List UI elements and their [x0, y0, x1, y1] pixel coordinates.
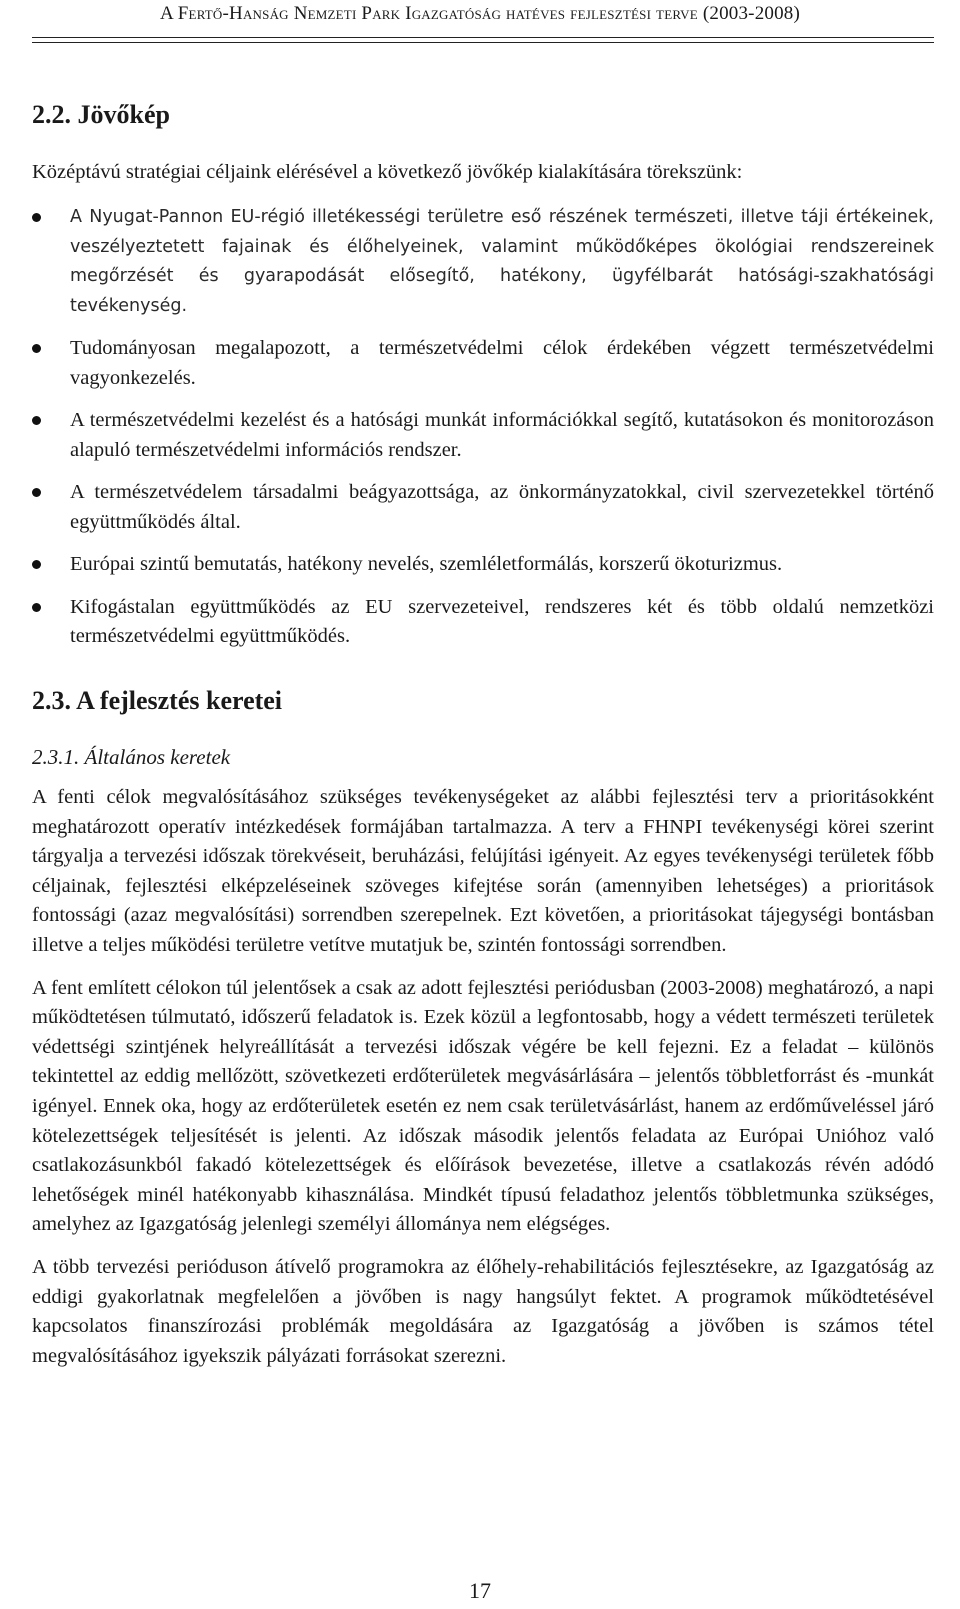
page-number: 17: [469, 1578, 491, 1603]
bullet-icon: [32, 603, 41, 612]
bullet-icon: [32, 416, 41, 425]
bullet-icon: [32, 344, 41, 353]
list-item-text: Tudományosan megalapozott, a természetvédelmi célok érdekében végzett természetvédelmi vagyonkezelés.: [70, 337, 934, 389]
paragraph: A több tervezési perióduson átívelő programokra az élőhely-rehabilitációs fejlesztésekre, az Igazgatóság az eddigi gyakorlatnak megfelelően a jövőben is nagy hangsúlyt fektet. A programok működtetésével kapcsolatos finanszírozási problémák megoldására az Igazgatóság a jövőben is számos tétel megvalósításához igyekszik pályázati forrásokat szerezni.: [32, 1255, 934, 1367]
section-heading-fejlesztes-keretei: 2.3. A fejlesztés keretei: [32, 686, 283, 715]
list-item-text: A természetvédelmi kezelést és a hatósági munkát információkkal segítő, kutatásokon és monitorozáson alapuló természetvédelmi információs rendszer.: [70, 409, 934, 461]
section-intro: Középtávú stratégiai céljaink elérésével a következő jövőkép kialakítására törekszünk:: [32, 161, 743, 183]
paragraph: A fenti célok megvalósításához szükséges tevékenységeket az alábbi fejlesztési terv a prioritásokként meghatározott operatív intézkedések formájában tartalmazza. A terv a FHNPI tevékenységi körei szerint tárgyalja a tervezési időszak törekvéseit, beruházási, felújítási igényeit. Az egyes tevékenységi területek főbb céljainak, fejlesztési elképzeléseinek szöveges kifejtése során (amennyiben lehetséges) a prioritások fontossági (azaz megvalósítási) sorrendben szerepelnek. Ezt követően, a prioritásokat tájegységi bontásban illetve a teljes működési területre vetítve mutatjuk be, szintén fontossági sorrendben.: [32, 786, 934, 956]
list-item-text: Kifogástalan együttműködés az EU szervezeteivel, rendszeres két és több oldalú nemzetközi természetvédelmi együttműködés.: [70, 595, 934, 647]
list-item: [32, 550, 934, 580]
list-item-text: Európai szintű bemutatás, hatékony nevelés, szemléletformálás, korszerű ökoturizmus.: [70, 553, 783, 575]
list-item: [32, 593, 934, 652]
list-item: [32, 478, 934, 537]
section-heading-jovokep: 2.2. Jövőkép: [32, 100, 170, 129]
bullet-icon: [32, 560, 41, 569]
subsection-heading-altalanos-keretek: 2.3.1. Általános keretek: [32, 745, 231, 769]
bullet-icon: [32, 488, 41, 497]
list-item: [32, 334, 934, 393]
list-item-text: A Nyugat-Pannon EU-régió illetékességi területre eső részének természeti, illetve táji értékeinek, veszélyeztetett fajainak és élőhelyeinek, valamint működőképes ökológiai rendszereinek megőrzését és gyarapodását elősegítő, hatékony, ügyfélbarát hatósági-szakhatósági tevékenység.: [70, 207, 934, 316]
list-item-text: A természetvédelem társadalmi beágyazottsága, az önkormányzatokkal, civil szervezetekkel történő együttműködés által.: [70, 481, 934, 533]
vision-bullet-list: [32, 203, 934, 665]
bullet-icon: [32, 213, 41, 222]
header-rule: [32, 37, 934, 43]
running-header: A Fertő-Hanság Nemzeti Park Igazgatóság hatéves fejlesztési terve (2003-2008): [159, 3, 801, 24]
list-item: [32, 406, 934, 465]
list-item: [32, 203, 934, 321]
paragraph: A fent említett célokon túl jelentősek a csak az adott fejlesztési periódusban (2003-2008) meghatározó, a napi működtetésen túlmutató, időszerű feladatok is. Ezek közül a legfontosabb, hogy a védett természeti területek védettségi szintjének helyreállítását a tervezési időszak végére be kell fejezni. Ez a feladat – különös tekintettel az eddig mellőzött, szövetkezeti erdőterületek megvásárlására – jelentős többletforrást és -munkát igényel. Ennek oka, hogy az erdőterületek esetén ez nem csak területvásárlást, hanem az erdőműveléssel járó kötelezettségek teljesítését is jelenti. Az időszak második jelentős feladata az Európai Unióhoz való csatlakozásunkból fakadó kötelezettségek és előírások bevezetése, illetve a csatlakozás révén adódó lehetőségek minél hatékonyabb kihasználása. Mindkét típusú feladathoz jelentős többletmunka szükséges, amelyhez az Igazgatóság jelenlegi személyi állománya nem elégséges.: [32, 976, 934, 1236]
body-text: [32, 783, 934, 1384]
